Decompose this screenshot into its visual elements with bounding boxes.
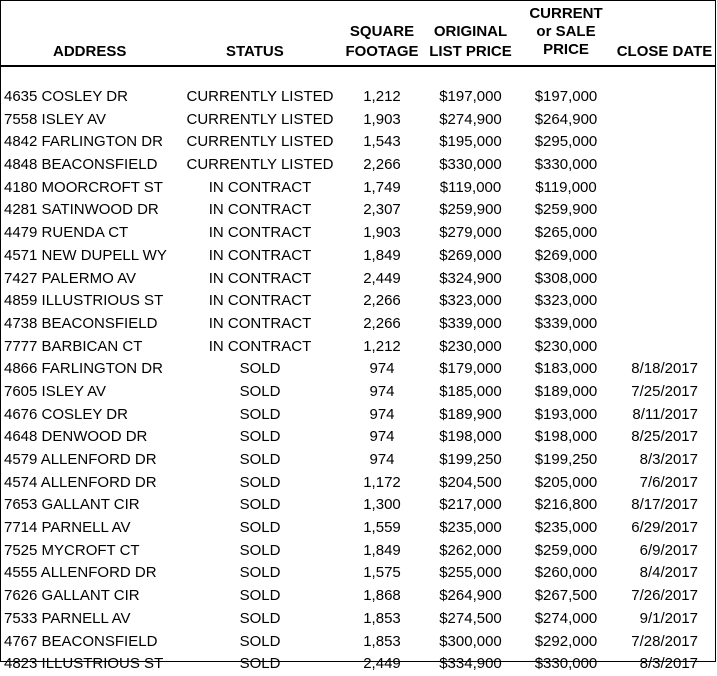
cell-current-price: $235,000 xyxy=(534,519,598,537)
cell-sqft: 1,853 xyxy=(363,609,401,627)
cell-list-price: $119,000 xyxy=(439,178,502,196)
cell-list-price: $204,500 xyxy=(439,473,502,491)
cell-sqft: 974 xyxy=(369,382,395,400)
cell-list-price: $323,000 xyxy=(439,292,502,310)
cell-address: 4180 MOORCROFT ST xyxy=(4,178,163,196)
cell-current-price: $119,000 xyxy=(535,178,597,196)
cell-list-price: $195,000 xyxy=(439,133,502,151)
cell-status: IN CONTRACT xyxy=(208,224,312,242)
cell-list-price: $189,900 xyxy=(439,405,502,423)
cell-current-price: $259,900 xyxy=(534,201,598,219)
cell-status: CURRENTLY LISTED xyxy=(186,156,334,174)
cell-current-price: $197,000 xyxy=(534,88,598,105)
cell-close-date: 6/9/2017 xyxy=(639,541,698,559)
cell-current-price: $265,000 xyxy=(534,224,598,242)
header-address-line: ADDRESS xyxy=(53,43,127,60)
cell-status: SOLD xyxy=(239,655,281,673)
cell-status: CURRENTLY LISTED xyxy=(186,133,334,151)
cell-sqft: 1,849 xyxy=(363,541,401,559)
cell-status: SOLD xyxy=(239,519,281,537)
table-row xyxy=(1,109,715,132)
cell-status: SOLD xyxy=(239,382,281,400)
cell-list-price: $198,000 xyxy=(439,428,502,446)
cell-status: SOLD xyxy=(239,496,281,514)
table-row xyxy=(1,608,715,631)
header-close-date-line: CLOSE DATE xyxy=(616,43,713,60)
cell-sqft: 1,575 xyxy=(363,564,401,582)
cell-address: 4823 ILLUSTRIOUS ST xyxy=(4,655,164,673)
cell-close-date: 7/26/2017 xyxy=(631,587,698,605)
cell-close-date: 8/3/2017 xyxy=(639,655,698,673)
cell-current-price: $189,000 xyxy=(534,382,598,400)
cell-current-price: $330,000 xyxy=(534,156,598,174)
cell-sqft: 2,449 xyxy=(363,269,401,287)
cell-address: 4859 ILLUSTRIOUS ST xyxy=(4,292,164,310)
cell-address: 4479 RUENDA CT xyxy=(4,224,129,242)
table-row xyxy=(1,494,715,517)
header-status-line: STATUS xyxy=(226,43,284,60)
header-list-price-line-1: ORIGINAL xyxy=(433,23,508,40)
cell-address: 4635 COSLEY DR xyxy=(4,88,128,105)
cell-list-price: $197,000 xyxy=(439,88,502,105)
cell-sqft: 1,853 xyxy=(363,632,401,650)
cell-current-price: $308,000 xyxy=(534,269,598,287)
table-row xyxy=(1,540,715,563)
cell-current-price: $259,000 xyxy=(534,541,598,559)
cell-sqft: 2,266 xyxy=(363,156,401,174)
cell-status: IN CONTRACT xyxy=(208,337,312,355)
cell-sqft: 1,212 xyxy=(363,88,401,105)
cell-address: 4555 ALLENFORD DR xyxy=(4,564,157,582)
cell-status: SOLD xyxy=(239,587,281,605)
cell-current-price: $264,900 xyxy=(534,110,598,128)
cell-status: IN CONTRACT xyxy=(208,178,312,196)
table-row xyxy=(1,131,715,154)
cell-status: IN CONTRACT xyxy=(208,201,312,219)
header-divider xyxy=(1,65,715,67)
cell-close-date: 8/17/2017 xyxy=(631,496,698,514)
table-row xyxy=(1,358,715,381)
cell-sqft: 974 xyxy=(369,451,395,468)
table-row xyxy=(1,86,715,109)
cell-address: 7427 PALERMO AV xyxy=(4,269,137,287)
cell-list-price: $334,900 xyxy=(439,655,502,673)
header-current-price-line-2: or SALE xyxy=(536,23,596,40)
header-current-price-line-3: PRICE xyxy=(543,41,589,58)
cell-status: CURRENTLY LISTED xyxy=(186,88,334,105)
cell-status: SOLD xyxy=(239,632,281,650)
cell-current-price: $260,000 xyxy=(534,564,598,582)
table-row xyxy=(1,404,715,427)
cell-status: SOLD xyxy=(239,405,281,423)
header-list-price-line-2: LIST PRICE xyxy=(429,43,512,60)
table-row xyxy=(1,631,715,654)
cell-address: 4281 SATINWOOD DR xyxy=(4,201,159,219)
header-sqft xyxy=(341,22,423,62)
cell-address: 7605 ISLEY AV xyxy=(4,382,107,400)
cell-status: IN CONTRACT xyxy=(208,292,312,310)
cell-list-price: $279,000 xyxy=(439,224,502,242)
header-address xyxy=(53,42,133,62)
cell-status: SOLD xyxy=(239,609,281,627)
header-status xyxy=(226,42,301,62)
cell-list-price: $330,000 xyxy=(439,156,502,174)
table-row xyxy=(1,472,715,495)
table-row xyxy=(1,313,715,336)
cell-list-price: $274,500 xyxy=(439,609,502,627)
header-sqft-line-1: SQUARE xyxy=(349,23,415,40)
cell-close-date: 7/25/2017 xyxy=(631,382,698,400)
cell-close-date: 8/4/2017 xyxy=(639,564,698,582)
cell-close-date: 8/11/2017 xyxy=(632,405,698,423)
cell-address: 7714 PARNELL AV xyxy=(4,519,131,537)
cell-address: 7777 BARBICAN CT xyxy=(4,337,143,355)
cell-address: 7525 MYCROFT CT xyxy=(4,541,140,559)
cell-current-price: $330,000 xyxy=(534,655,598,673)
table-row xyxy=(1,177,715,200)
cell-status: IN CONTRACT xyxy=(208,269,312,287)
table-row xyxy=(1,381,715,404)
cell-close-date: 8/3/2017 xyxy=(639,451,698,468)
cell-close-date: 8/25/2017 xyxy=(631,428,698,446)
cell-close-date: 9/1/2017 xyxy=(639,609,698,627)
cell-list-price: $217,000 xyxy=(439,496,502,514)
cell-address: 7626 GALLANT CIR xyxy=(4,587,140,605)
cell-list-price: $274,900 xyxy=(439,110,502,128)
cell-address: 4738 BEACONSFIELD xyxy=(4,314,158,332)
cell-address: 4842 FARLINGTON DR xyxy=(4,133,163,151)
table-row xyxy=(1,268,715,291)
cell-list-price: $269,000 xyxy=(439,246,502,264)
table-row xyxy=(1,585,715,608)
cell-current-price: $199,250 xyxy=(534,451,598,468)
cell-sqft: 1,903 xyxy=(363,110,401,128)
cell-status: SOLD xyxy=(239,541,281,559)
cell-address: 7533 PARNELL AV xyxy=(4,609,131,627)
cell-current-price: $205,000 xyxy=(534,473,598,491)
cell-list-price: $262,000 xyxy=(439,541,502,559)
cell-sqft: 974 xyxy=(369,360,395,378)
cell-current-price: $274,000 xyxy=(534,609,598,627)
table-row xyxy=(1,449,715,472)
cell-sqft: 1,903 xyxy=(363,224,401,242)
cell-current-price: $193,000 xyxy=(534,405,598,423)
cell-address: 4866 FARLINGTON DR xyxy=(4,360,163,378)
cell-status: IN CONTRACT xyxy=(208,246,312,264)
cell-list-price: $255,000 xyxy=(439,564,502,582)
cell-list-price: $264,900 xyxy=(439,587,502,605)
cell-sqft: 974 xyxy=(369,428,395,446)
table-row xyxy=(1,154,715,177)
table-row xyxy=(1,426,715,449)
cell-status: SOLD xyxy=(239,451,281,468)
cell-address: 7558 ISLEY AV xyxy=(4,110,107,128)
cell-address: 4767 BEACONSFIELD xyxy=(4,632,158,650)
cell-list-price: $339,000 xyxy=(439,314,502,332)
cell-list-price: $235,000 xyxy=(439,519,502,537)
cell-current-price: $230,000 xyxy=(534,337,598,355)
cell-address: 4848 BEACONSFIELD xyxy=(4,156,158,174)
cell-current-price: $269,000 xyxy=(534,246,598,264)
header-list-price xyxy=(423,22,518,62)
table-row xyxy=(1,199,715,222)
cell-list-price: $259,900 xyxy=(439,201,502,219)
cell-current-price: $267,500 xyxy=(534,587,598,605)
table-row xyxy=(1,517,715,540)
cell-current-price: $292,000 xyxy=(534,632,598,650)
cell-sqft: 1,543 xyxy=(363,133,401,151)
table-body xyxy=(1,86,715,676)
cell-current-price: $339,000 xyxy=(534,314,598,332)
cell-list-price: $230,000 xyxy=(439,337,502,355)
cell-sqft: 2,449 xyxy=(363,655,401,673)
cell-sqft: 2,266 xyxy=(363,292,401,310)
cell-list-price: $199,250 xyxy=(439,451,502,468)
table-row xyxy=(1,245,715,268)
cell-status: IN CONTRACT xyxy=(208,314,312,332)
cell-status: SOLD xyxy=(239,360,281,378)
cell-close-date: 7/28/2017 xyxy=(631,632,698,650)
cell-status: SOLD xyxy=(239,428,281,446)
cell-current-price: $323,000 xyxy=(534,292,598,310)
cell-sqft: 1,212 xyxy=(363,337,401,355)
cell-list-price: $185,000 xyxy=(439,382,502,400)
cell-sqft: 1,849 xyxy=(363,246,401,264)
table-row xyxy=(1,562,715,585)
cell-close-date: 8/18/2017 xyxy=(631,360,698,378)
table-row xyxy=(1,222,715,245)
cell-list-price: $324,900 xyxy=(439,269,502,287)
cell-address: 4574 ALLENFORD DR xyxy=(4,473,157,491)
cell-sqft: 2,266 xyxy=(363,314,401,332)
cell-sqft: 1,868 xyxy=(363,587,401,605)
cell-sqft: 974 xyxy=(369,405,395,423)
cell-current-price: $216,800 xyxy=(534,496,598,514)
cell-close-date: 6/29/2017 xyxy=(631,519,698,537)
header-current-price xyxy=(518,5,614,59)
cell-address: 4648 DENWOOD DR xyxy=(4,428,148,446)
cell-sqft: 1,559 xyxy=(363,519,401,537)
cell-address: 4579 ALLENFORD DR xyxy=(4,451,157,468)
header-close-date xyxy=(614,42,715,62)
table-row xyxy=(1,653,715,676)
header-current-price-line-1: CURRENT xyxy=(529,5,603,22)
cell-sqft: 2,307 xyxy=(363,201,401,219)
cell-address: 4676 COSLEY DR xyxy=(4,405,128,423)
cell-status: SOLD xyxy=(239,473,281,491)
cell-close-date: 7/6/2017 xyxy=(639,473,698,491)
cell-status: CURRENTLY LISTED xyxy=(186,110,334,128)
table-row xyxy=(1,336,715,359)
cell-sqft: 1,172 xyxy=(363,473,401,491)
cell-current-price: $183,000 xyxy=(534,360,598,378)
cell-current-price: $198,000 xyxy=(534,428,598,446)
cell-address: 7653 GALLANT CIR xyxy=(4,496,140,514)
cell-list-price: $179,000 xyxy=(439,360,502,378)
cell-sqft: 1,300 xyxy=(363,496,401,514)
table-row xyxy=(1,290,715,313)
cell-sqft: 1,749 xyxy=(363,178,401,196)
cell-status: SOLD xyxy=(239,564,281,582)
cell-address: 4571 NEW DUPELL WY xyxy=(4,246,167,264)
cell-list-price: $300,000 xyxy=(439,632,502,650)
header-sqft-line-2: FOOTAGE xyxy=(345,43,419,60)
cell-current-price: $295,000 xyxy=(534,133,598,151)
